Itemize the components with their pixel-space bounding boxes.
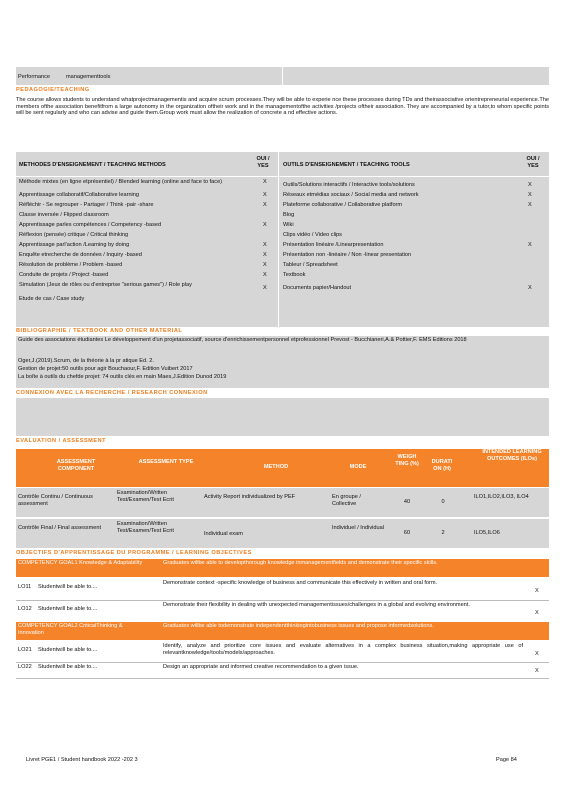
objectives-heading: OBJECTIFS D'APPRENTISSAGE DU PROGRAMME / LEARNING OBJECTIVES — [16, 550, 252, 556]
pedagogy-text: The course allows students to understand whatprojectmanagementis and acquire scrum processes.They will be able to experie nce these processes during TDs and theirassociative orientrepreneurial experience.The members ofthe association benefitfrom a large autonomy in the organization oftheir work and in the managementofthe activities /projects oftheir association. They are accompanied by a tutor,to whom specific points will be sent regularly and who can advise and guide them.Group work must allow the realization of concrete a nd effective actions. — [16, 97, 549, 117]
methods-left-header: METHODES D'ENSEIGNEMENT / TEACHING METHODS — [19, 162, 166, 168]
list-item: Wiki — [283, 222, 294, 228]
bibliography-line: Gestion de projet:50 outils pour agir Bouchaour,F. Edition Vuibert 2017 — [18, 366, 193, 372]
list-item: Méthode mixtes (en ligne etprésentiel) / Blended learning (online and face to face) X — [19, 179, 267, 185]
col-type: ASSESSMENT TYPE — [138, 459, 194, 465]
page-number: Page 84 — [496, 757, 517, 763]
objective-row: LO21 Studentwill be able to.... Identify, analyze and prioritize core issues and evaluate alternatives in a complex business situation,making appropriate use of relevantknowledge/tools/models/approaches. X — [16, 642, 549, 663]
list-item: Etude de cas / Case study — [19, 296, 85, 302]
objective-row: LO12 Studentwill be able to.... Demonstrate their flexibility in dealing with unexpected managementissues/challenges in a global and evolving environment. X — [18, 602, 539, 616]
performance-label: Performance — [18, 74, 51, 80]
methods-right-yn: OUI / YES — [526, 156, 540, 169]
methods-right-list — [283, 179, 547, 296]
bibliography-box — [16, 336, 549, 388]
list-item: Outils/Solutions interactifs / Interactive tools/solutions X — [283, 182, 532, 188]
evaluation-row: Contrôle Final / Final assessment Examination/Written Test/Examen/Test Ecrit Individual exam Individuel / Individual 60 2 ILO5,ILO6 — [16, 519, 549, 548]
list-item: Apprentissage collaboratif/Collaborative learning X — [19, 192, 267, 198]
performance-tools: managementtools — [66, 74, 111, 80]
footer-left: Livret PGE1 / Student handbook 2022 -202 3 — [26, 757, 138, 763]
evaluation-row: Contrôle Continu / Continuous assessment Examination/Written Test/Examen/Test Ecrit Activity Report individualized by PEF En groupe / Collective 40 0 ILO1,ILO2,ILO3, ILO4 — [16, 488, 549, 517]
performance-row — [16, 67, 549, 85]
research-box — [16, 398, 549, 436]
list-item: Résolution de problème / Problem -based X — [19, 262, 267, 268]
list-item: Réseaux etmédias sociaux / Social media and network X — [283, 192, 532, 198]
research-heading: CONNEXION AVEC LA RECHERCHE / RESEARCH CONNEXION — [16, 390, 208, 396]
competency-row: COMPETENCY GOAL2 CriticalThinking & Innovation Graduates willbe able todemonstrate independentthinkingintobusiness issues and propose informedsolutions. — [16, 622, 549, 640]
pedagogy-heading: PEDAGOGIE/TEACHING — [16, 87, 90, 93]
col-duration: DURATI ON (H) — [431, 459, 453, 472]
list-item: Apprentissage parl'action /Learning by doing X — [19, 242, 267, 248]
methods-table — [16, 152, 549, 327]
evaluation-header-row — [16, 449, 549, 487]
list-item: Réflexion (pensée) critique / Critical thinking — [19, 232, 129, 238]
list-item: Présentation linéaire /Linearpresentation X — [283, 242, 532, 248]
col-component: ASSESSMENT COMPONENT — [56, 459, 96, 472]
col-ilos: INTENDED LEARNING OUTCOMES (ILOs) — [482, 449, 542, 462]
list-item: Conduite de projets / Project -based X — [19, 272, 267, 278]
bibliography-line: Oger,J.(2019).Scrum, de la théorie à la pr atique Ed. 2. — [18, 358, 154, 364]
list-item: Plateforme collaborative / Collaborative platform X — [283, 202, 532, 208]
competency-row: COMPETENCY GOAL1 Knowledge & Adaptability Graduates willbe able to developthorough knowledge inmanagementfields and demonstrate their specific skills. — [16, 559, 549, 577]
objective-row: LO11 Studentwill be able to.... Demonstrate context -specific knowledge of business and communicate this effectively in written and oral form. X — [16, 579, 549, 601]
list-item: Réfléchir - Se regrouper - Partager / Think -pair -share X — [19, 202, 267, 208]
list-item: Documents papier/Handout X — [283, 285, 532, 291]
list-item: Blog — [283, 212, 295, 218]
evaluation-heading: EVALUATION / ASSESSMENT — [16, 438, 107, 444]
list-item: Textbook — [283, 272, 306, 278]
list-item: Classe inversée / Flipped classroom — [19, 212, 109, 218]
bibliography-line: Guide des associations étudiantes Le développement d'un projetassociatif, source d'enrichissementpersonnel etprofessionnel Prevost - Bucchianeri,A.& Pottier,F. EMS Editions 2018 — [18, 337, 467, 343]
methods-right-header: OUTILS D'ENSEIGNEMENT / TEACHING TOOLS — [283, 162, 410, 168]
objective-row: LO22 Studentwill be able to.... Design an appropriate and informed creative recommendation to a given issue. X — [16, 663, 549, 679]
col-weight: WEIGH TING (%) — [395, 454, 419, 467]
list-item: Simulation (Jeux de rôles ou d'entreprise "serious games") / Role play X — [19, 282, 267, 291]
methods-left-list — [19, 179, 277, 306]
list-item: Clips vidéo / Video clips — [283, 232, 342, 238]
list-item: Apprentissage parles compétences / Competency -based X — [19, 222, 267, 228]
methods-left-yn: OUI / YES — [256, 156, 270, 169]
list-item: Présentation non -linéaire / Non -linear presentation — [283, 252, 412, 258]
list-item: Enquête etrecherche de données / Inquiry -based X — [19, 252, 267, 258]
bibliography-heading: BIBLIOGRAPHIE / TEXTBOOK AND OTHER MATERIAL — [16, 328, 183, 334]
col-mode: MODE — [349, 464, 367, 470]
col-method: METHOD — [263, 464, 289, 470]
list-item: Tableur / Spreadsheet — [283, 262, 338, 268]
bibliography-line: La boîte à outils du chefde projet: 74 outils clés en main Maes,J.Edition Dunod 2019 — [18, 374, 227, 380]
